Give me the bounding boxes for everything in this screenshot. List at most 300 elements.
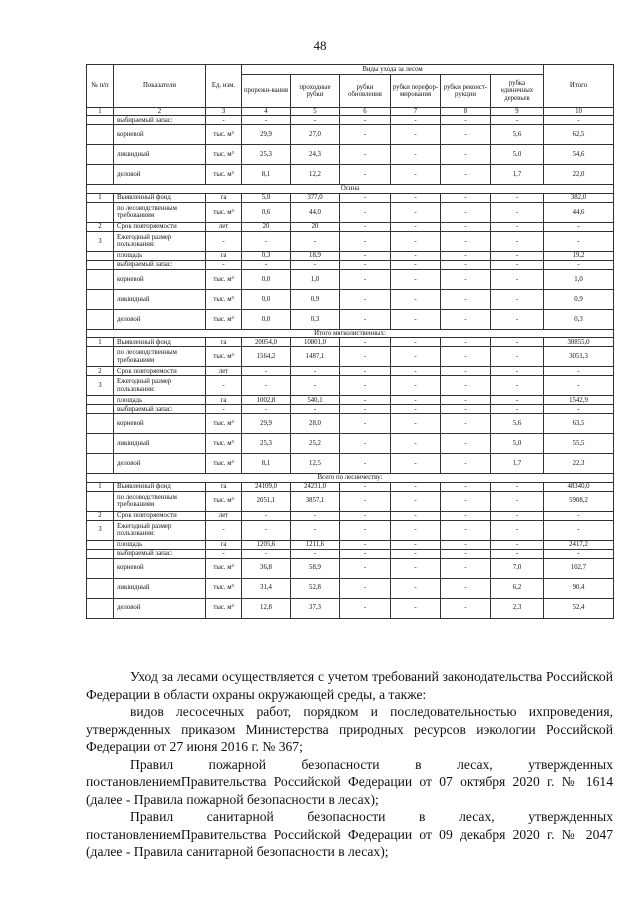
value-cell: -: [441, 251, 491, 260]
unit-cell: -: [206, 376, 242, 396]
value-cell: -: [391, 260, 441, 269]
unit-cell: -: [206, 405, 242, 414]
unit-cell: тыс. м³: [206, 491, 242, 511]
unit-cell: тыс. м³: [206, 578, 242, 598]
value-cell: 1002,8: [242, 396, 291, 405]
indicator-cell: по лесоводственным требованиям: [114, 202, 206, 222]
row-number-cell: [87, 260, 114, 269]
column-number: 7: [391, 108, 441, 116]
value-cell: -: [441, 202, 491, 222]
value-cell: -: [291, 231, 340, 251]
value-cell: -: [391, 414, 441, 434]
unit-cell: лет: [206, 511, 242, 520]
value-cell: 12,2: [291, 165, 340, 185]
row-number-cell: [87, 578, 114, 598]
table-row: [87, 202, 614, 222]
value-cell: 2051,1: [242, 491, 291, 511]
unit-cell: тыс. м³: [206, 454, 242, 474]
unit-cell: -: [206, 549, 242, 558]
header-total: Итого: [544, 65, 614, 108]
row-number-cell: 1: [87, 338, 114, 347]
unit-cell: тыс. м³: [206, 414, 242, 434]
value-cell: -: [242, 260, 291, 269]
unit-cell: тыс. м³: [206, 434, 242, 454]
value-cell: 29,9: [242, 414, 291, 434]
unit-cell: тыс. м³: [206, 165, 242, 185]
value-cell: -: [340, 454, 391, 474]
row-number-cell: [87, 125, 114, 145]
unit-cell: тыс. м³: [206, 598, 242, 618]
table-row: [87, 520, 614, 540]
indicator-cell: ликвидный: [114, 434, 206, 454]
value-cell: -: [491, 260, 544, 269]
value-cell: -: [441, 125, 491, 145]
total-cell: 0,3: [544, 309, 614, 329]
page-number: 48: [313, 38, 327, 53]
table-row: [87, 347, 614, 367]
value-cell: -: [340, 309, 391, 329]
body-paragraph: Правил санитарной безопасности в лесах, утвержденных постановлениемПравительства Российской Федерации от 09 декабря 2020 г. № 2047 (далее - Правила санитарной безопасности в лесах);: [86, 809, 613, 859]
table-row: [87, 309, 614, 329]
value-cell: -: [441, 434, 491, 454]
value-cell: -: [340, 511, 391, 520]
unit-cell: лет: [206, 367, 242, 376]
table-row: [87, 578, 614, 598]
total-cell: 382,0: [544, 193, 614, 202]
value-cell: -: [291, 549, 340, 558]
value-cell: -: [441, 598, 491, 618]
header-unit: Ед. изм.: [206, 65, 242, 108]
value-cell: -: [340, 338, 391, 347]
table-row: [87, 558, 614, 578]
row-number-cell: [87, 396, 114, 405]
section-title: Итого мягколиственных:: [87, 329, 614, 337]
value-cell: -: [291, 116, 340, 125]
value-cell: -: [391, 405, 441, 414]
column-number-row: [87, 108, 614, 116]
unit-cell: га: [206, 482, 242, 491]
indicator-cell: Срок повторяемости: [114, 511, 206, 520]
section-title: Всего по лесничеству:: [87, 474, 614, 482]
value-cell: -: [491, 376, 544, 396]
value-cell: -: [391, 202, 441, 222]
value-cell: 3857,1: [291, 491, 340, 511]
table-row: [87, 289, 614, 309]
value-cell: -: [340, 145, 391, 165]
body-paragraph: Уход за лесами осуществляется с учетом требований законодательства Российской Федерации в области охраны окружающей среды, а также:: [86, 669, 613, 702]
value-cell: -: [491, 396, 544, 405]
unit-cell: лет: [206, 222, 242, 231]
value-cell: 27,0: [291, 125, 340, 145]
total-cell: 1,0: [544, 269, 614, 289]
value-cell: -: [441, 338, 491, 347]
total-cell: 30855,0: [544, 338, 614, 347]
table-row: [87, 367, 614, 376]
value-cell: 2,3: [491, 598, 544, 618]
total-cell: -: [544, 511, 614, 520]
total-cell: -: [544, 520, 614, 540]
body-paragraph: видов лесосечных работ, порядком и последовательностью ихпроведения, утвержденных приказом Министерства природных ресурсов иэкологии Российской Федерации от 27 июня 2016 г. № 367;: [86, 704, 613, 754]
table-row: [87, 269, 614, 289]
value-cell: 10801,0: [291, 338, 340, 347]
total-cell: 62,5: [544, 125, 614, 145]
value-cell: -: [391, 222, 441, 231]
value-cell: -: [242, 520, 291, 540]
value-cell: -: [441, 193, 491, 202]
indicator-cell: по лесоводственным требованиям: [114, 491, 206, 511]
value-cell: -: [340, 558, 391, 578]
row-number-cell: [87, 491, 114, 511]
value-cell: 12,5: [291, 454, 340, 474]
value-cell: 36,8: [242, 558, 291, 578]
value-cell: -: [441, 414, 491, 434]
value-cell: -: [340, 414, 391, 434]
unit-cell: тыс. м³: [206, 269, 242, 289]
indicator-cell: Срок повторяемости: [114, 222, 206, 231]
value-cell: -: [391, 367, 441, 376]
total-cell: 48340,0: [544, 482, 614, 491]
value-cell: -: [340, 260, 391, 269]
value-cell: -: [391, 251, 441, 260]
value-cell: -: [391, 309, 441, 329]
value-cell: -: [391, 347, 441, 367]
value-cell: 52,8: [291, 578, 340, 598]
value-cell: -: [340, 193, 391, 202]
value-cell: -: [491, 338, 544, 347]
value-cell: 58,9: [291, 558, 340, 578]
value-cell: 0,0: [242, 289, 291, 309]
table-row: [87, 454, 614, 474]
value-cell: 20054,0: [242, 338, 291, 347]
value-cell: 18,9: [291, 251, 340, 260]
table-row: [87, 598, 614, 618]
value-cell: -: [391, 193, 441, 202]
total-cell: -: [544, 260, 614, 269]
indicator-cell: деловой: [114, 309, 206, 329]
indicator-cell: корневой: [114, 414, 206, 434]
value-cell: -: [491, 540, 544, 549]
value-cell: 1205,6: [242, 540, 291, 549]
header-type: рубка единичных деревьев: [491, 75, 544, 108]
table-row: [87, 125, 614, 145]
value-cell: 1,0: [291, 269, 340, 289]
column-number: 5: [291, 108, 340, 116]
row-number-cell: [87, 454, 114, 474]
table-row: [87, 116, 614, 125]
total-cell: 22,0: [544, 165, 614, 185]
value-cell: 24109,0: [242, 482, 291, 491]
value-cell: -: [242, 511, 291, 520]
unit-cell: -: [206, 520, 242, 540]
value-cell: -: [242, 405, 291, 414]
value-cell: -: [391, 598, 441, 618]
indicator-cell: Выявленный фонд: [114, 338, 206, 347]
value-cell: -: [441, 482, 491, 491]
unit-cell: -: [206, 260, 242, 269]
value-cell: 12,8: [242, 598, 291, 618]
row-number-cell: [87, 540, 114, 549]
unit-cell: га: [206, 338, 242, 347]
indicator-cell: Ежегодный размер пользования:: [114, 520, 206, 540]
row-number-cell: [87, 289, 114, 309]
row-number-cell: 3: [87, 376, 114, 396]
value-cell: 8,1: [242, 454, 291, 474]
unit-cell: тыс. м³: [206, 347, 242, 367]
value-cell: 37,3: [291, 598, 340, 618]
row-number-cell: [87, 309, 114, 329]
indicator-cell: по лесоводственным требованиям: [114, 347, 206, 367]
body-paragraph: Правил пожарной безопасности в лесах, утвержденных постановлениемПравительства Российской Федерации от 07 октября 2020 г. № 1614 (далее - Правила пожарной безопасности в лесах);: [86, 756, 613, 807]
unit-cell: тыс. м³: [206, 309, 242, 329]
value-cell: -: [391, 125, 441, 145]
indicator-cell: Выявленный фонд: [114, 193, 206, 202]
row-number-cell: [87, 558, 114, 578]
value-cell: -: [491, 405, 544, 414]
value-cell: -: [340, 231, 391, 251]
value-cell: -: [391, 289, 441, 309]
value-cell: -: [291, 511, 340, 520]
unit-cell: га: [206, 251, 242, 260]
column-number: 10: [544, 108, 614, 116]
total-cell: -: [544, 367, 614, 376]
value-cell: 5,0: [242, 193, 291, 202]
value-cell: -: [391, 482, 441, 491]
total-cell: 52,4: [544, 598, 614, 618]
section-row: [87, 474, 614, 482]
value-cell: -: [391, 396, 441, 405]
column-number: 1: [87, 108, 114, 116]
total-cell: -: [544, 405, 614, 414]
value-cell: -: [391, 116, 441, 125]
total-cell: 63,5: [544, 414, 614, 434]
header-num: № п/п: [87, 65, 114, 108]
row-number-cell: 2: [87, 222, 114, 231]
row-number-cell: [87, 414, 114, 434]
table-row: [87, 396, 614, 405]
value-cell: 0,0: [242, 269, 291, 289]
value-cell: -: [491, 202, 544, 222]
table-row: [87, 260, 614, 269]
total-cell: -: [544, 222, 614, 231]
value-cell: 24,3: [291, 145, 340, 165]
row-number-cell: [87, 598, 114, 618]
value-cell: 0,9: [291, 289, 340, 309]
value-cell: -: [291, 367, 340, 376]
value-cell: -: [340, 125, 391, 145]
value-cell: 6,2: [491, 578, 544, 598]
indicator-cell: корневой: [114, 558, 206, 578]
total-cell: 54,6: [544, 145, 614, 165]
value-cell: -: [491, 251, 544, 260]
unit-cell: -: [206, 231, 242, 251]
table-row: [87, 338, 614, 347]
value-cell: -: [441, 145, 491, 165]
value-cell: -: [291, 260, 340, 269]
header-type: прорежи-вания: [242, 75, 291, 108]
row-number-cell: [87, 251, 114, 260]
indicator-cell: ликвидный: [114, 289, 206, 309]
unit-cell: тыс. м³: [206, 558, 242, 578]
table-body: [87, 116, 614, 618]
row-number-cell: [87, 165, 114, 185]
unit-cell: тыс. м³: [206, 202, 242, 222]
unit-cell: тыс. м³: [206, 125, 242, 145]
value-cell: -: [441, 367, 491, 376]
indicator-cell: ликвидный: [114, 145, 206, 165]
value-cell: -: [441, 549, 491, 558]
row-number-cell: [87, 202, 114, 222]
header-type: проходные рубки: [291, 75, 340, 108]
row-number-cell: 2: [87, 367, 114, 376]
value-cell: -: [391, 454, 441, 474]
value-cell: -: [340, 434, 391, 454]
value-cell: -: [340, 376, 391, 396]
value-cell: -: [340, 540, 391, 549]
value-cell: -: [291, 376, 340, 396]
table-row: [87, 540, 614, 549]
value-cell: -: [441, 491, 491, 511]
value-cell: -: [340, 222, 391, 231]
indicator-cell: Выявленный фонд: [114, 482, 206, 491]
value-cell: -: [441, 260, 491, 269]
total-cell: 0,9: [544, 289, 614, 309]
value-cell: -: [391, 231, 441, 251]
indicator-cell: корневой: [114, 269, 206, 289]
value-cell: -: [391, 520, 441, 540]
column-number: 2: [114, 108, 206, 116]
value-cell: -: [340, 405, 391, 414]
value-cell: -: [391, 338, 441, 347]
value-cell: 5,6: [491, 125, 544, 145]
value-cell: -: [391, 376, 441, 396]
value-cell: 31,4: [242, 578, 291, 598]
table-row: [87, 414, 614, 434]
value-cell: -: [441, 222, 491, 231]
value-cell: -: [491, 491, 544, 511]
value-cell: 1,7: [491, 165, 544, 185]
value-cell: -: [391, 558, 441, 578]
value-cell: -: [391, 511, 441, 520]
value-cell: -: [340, 116, 391, 125]
row-number-cell: [87, 116, 114, 125]
total-cell: -: [544, 231, 614, 251]
unit-cell: га: [206, 193, 242, 202]
value-cell: -: [340, 598, 391, 618]
total-cell: 102,7: [544, 558, 614, 578]
table-row: [87, 482, 614, 491]
value-cell: -: [441, 558, 491, 578]
total-cell: 22,3: [544, 454, 614, 474]
value-cell: 44,0: [291, 202, 340, 222]
total-cell: 5908,2: [544, 491, 614, 511]
value-cell: -: [340, 202, 391, 222]
value-cell: -: [291, 405, 340, 414]
value-cell: -: [441, 520, 491, 540]
table-row: [87, 222, 614, 231]
value-cell: -: [340, 549, 391, 558]
value-cell: 377,0: [291, 193, 340, 202]
indicator-cell: выбираемый запас:: [114, 405, 206, 414]
indicator-cell: деловой: [114, 165, 206, 185]
value-cell: -: [441, 376, 491, 396]
value-cell: 29,9: [242, 125, 291, 145]
value-cell: -: [340, 491, 391, 511]
value-cell: 25,3: [242, 434, 291, 454]
value-cell: -: [491, 520, 544, 540]
total-cell: 44,6: [544, 202, 614, 222]
table-row: [87, 434, 614, 454]
value-cell: -: [491, 367, 544, 376]
value-cell: -: [340, 165, 391, 185]
value-cell: -: [441, 231, 491, 251]
value-cell: -: [340, 269, 391, 289]
total-cell: 19,2: [544, 251, 614, 260]
column-number: 3: [206, 108, 242, 116]
value-cell: -: [391, 578, 441, 598]
table-row: [87, 376, 614, 396]
value-cell: -: [441, 454, 491, 474]
value-cell: 0,3: [291, 309, 340, 329]
header-care-types-group: Виды ухода за лесом: [242, 65, 544, 75]
total-cell: -: [544, 549, 614, 558]
unit-cell: тыс. м³: [206, 145, 242, 165]
table-row: [87, 491, 614, 511]
indicator-cell: Ежегодный размер пользования:: [114, 376, 206, 396]
value-cell: -: [391, 145, 441, 165]
value-cell: -: [441, 347, 491, 367]
row-number-cell: [87, 549, 114, 558]
value-cell: 7,0: [491, 558, 544, 578]
row-number-cell: [87, 347, 114, 367]
indicator-cell: выбираемый запас:: [114, 116, 206, 125]
value-cell: 1564,2: [242, 347, 291, 367]
row-number-cell: 3: [87, 520, 114, 540]
indicator-cell: площадь: [114, 396, 206, 405]
value-cell: 0,0: [242, 309, 291, 329]
indicator-cell: выбираемый запас:: [114, 549, 206, 558]
value-cell: -: [491, 222, 544, 231]
total-cell: 2417,2: [544, 540, 614, 549]
header-type: рубки обновления: [340, 75, 391, 108]
section-row: [87, 185, 614, 193]
column-number: 9: [491, 108, 544, 116]
column-number: 4: [242, 108, 291, 116]
table-row: [87, 511, 614, 520]
value-cell: -: [441, 578, 491, 598]
value-cell: 8,1: [242, 165, 291, 185]
indicator-cell: площадь: [114, 251, 206, 260]
row-number-cell: [87, 434, 114, 454]
total-cell: 55,5: [544, 434, 614, 454]
unit-cell: га: [206, 396, 242, 405]
value-cell: 5,0: [491, 145, 544, 165]
value-cell: 1487,1: [291, 347, 340, 367]
total-cell: 1542,9: [544, 396, 614, 405]
value-cell: 25,3: [242, 145, 291, 165]
value-cell: -: [340, 482, 391, 491]
value-cell: 25,2: [291, 434, 340, 454]
value-cell: -: [491, 289, 544, 309]
unit-cell: тыс. м³: [206, 289, 242, 309]
header-type: рубки перефор-мирования: [391, 75, 441, 108]
value-cell: -: [491, 269, 544, 289]
value-cell: -: [391, 549, 441, 558]
indicator-cell: ликвидный: [114, 578, 206, 598]
value-cell: -: [491, 116, 544, 125]
value-cell: -: [340, 578, 391, 598]
value-cell: -: [391, 491, 441, 511]
section-title: Осина: [87, 185, 614, 193]
